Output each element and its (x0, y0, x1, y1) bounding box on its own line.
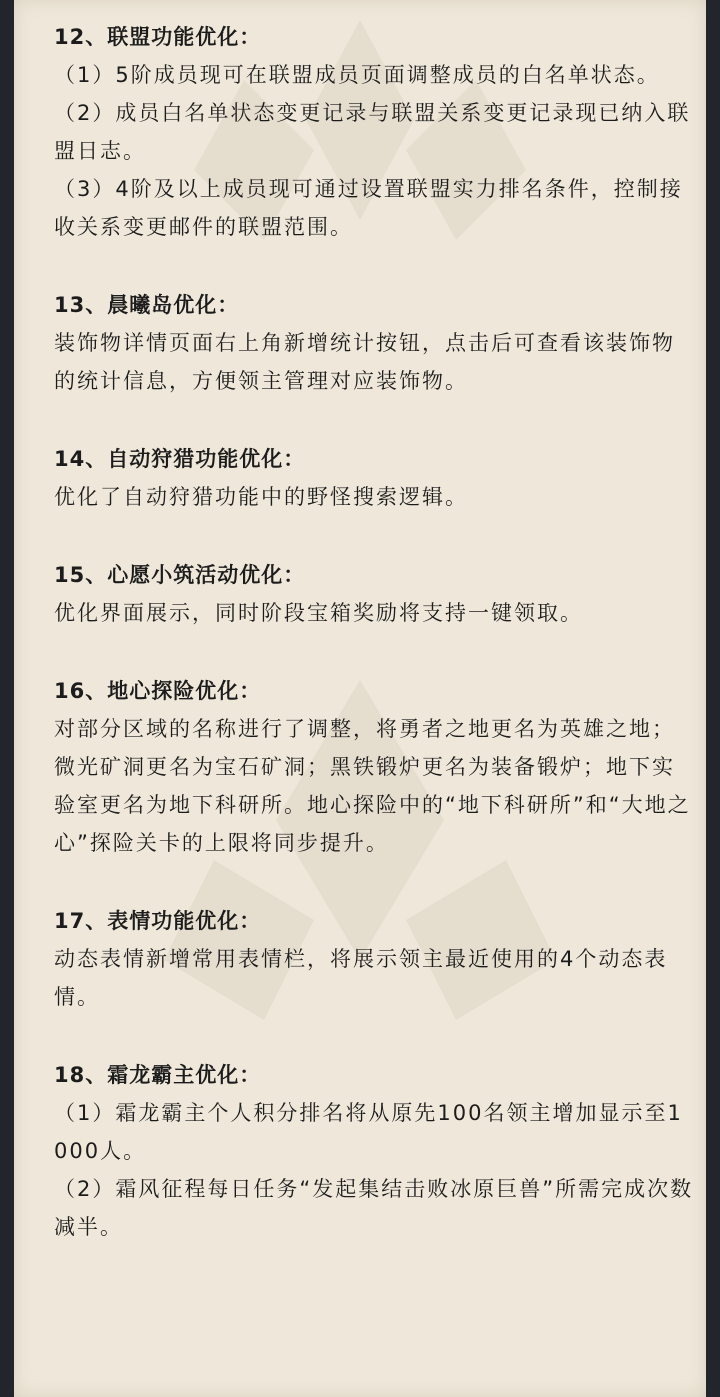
section-14 (54, 440, 694, 516)
section-heading: 14、自动狩猎功能优化： (54, 447, 306, 471)
section-paragraph: （1）5阶成员现可在联盟成员页面调整成员的白名单状态。 (54, 63, 660, 87)
section-paragraph: 优化了自动狩猎功能中的野怪搜索逻辑。 (54, 485, 468, 509)
section-paragraph: （3）4阶及以上成员现可通过设置联盟实力排名条件，控制接收关系变更邮件的联盟范围。 (54, 177, 683, 239)
section-paragraph: （2）霜风征程每日任务“发起集结击败冰原巨兽”所需完成次数减半。 (54, 1177, 694, 1239)
parchment-panel (14, 0, 706, 1397)
patch-notes-content (54, 18, 694, 1286)
section-12 (54, 18, 694, 246)
section-paragraph: 优化界面展示，同时阶段宝箱奖励将支持一键领取。 (54, 601, 583, 625)
section-paragraph: 装饰物详情页面右上角新增统计按钮，点击后可查看该装饰物的统计信息，方便领主管理对应装饰物。 (54, 331, 675, 393)
section-heading: 15、心愿小筑活动优化： (54, 563, 306, 587)
section-paragraph: （1）霜龙霸主个人积分排名将从原先100名领主增加显示至1000人。 (54, 1101, 683, 1163)
section-13 (54, 286, 694, 400)
section-paragraph: 动态表情新增常用表情栏，将展示领主最近使用的4个动态表情。 (54, 947, 668, 1009)
section-15 (54, 556, 694, 632)
section-heading: 13、晨曦岛优化： (54, 293, 240, 317)
section-heading: 17、表情功能优化： (54, 909, 262, 933)
section-heading: 12、联盟功能优化： (54, 25, 262, 49)
section-paragraph: 对部分区域的名称进行了调整，将勇者之地更名为英雄之地；微光矿洞更名为宝石矿洞；黑铁锻炉更名为装备锻炉；地下实验室更名为地下科研所。地心探险中的“地下科研所”和“大地之心”探险关卡的上限将同步提升。 (54, 717, 691, 855)
section-18 (54, 1056, 694, 1246)
section-heading: 18、霜龙霸主优化： (54, 1063, 262, 1087)
section-heading: 16、地心探险优化： (54, 679, 262, 703)
section-17 (54, 902, 694, 1016)
section-16 (54, 672, 694, 862)
section-paragraph: （2）成员白名单状态变更记录与联盟关系变更记录现已纳入联盟日志。 (54, 101, 691, 163)
